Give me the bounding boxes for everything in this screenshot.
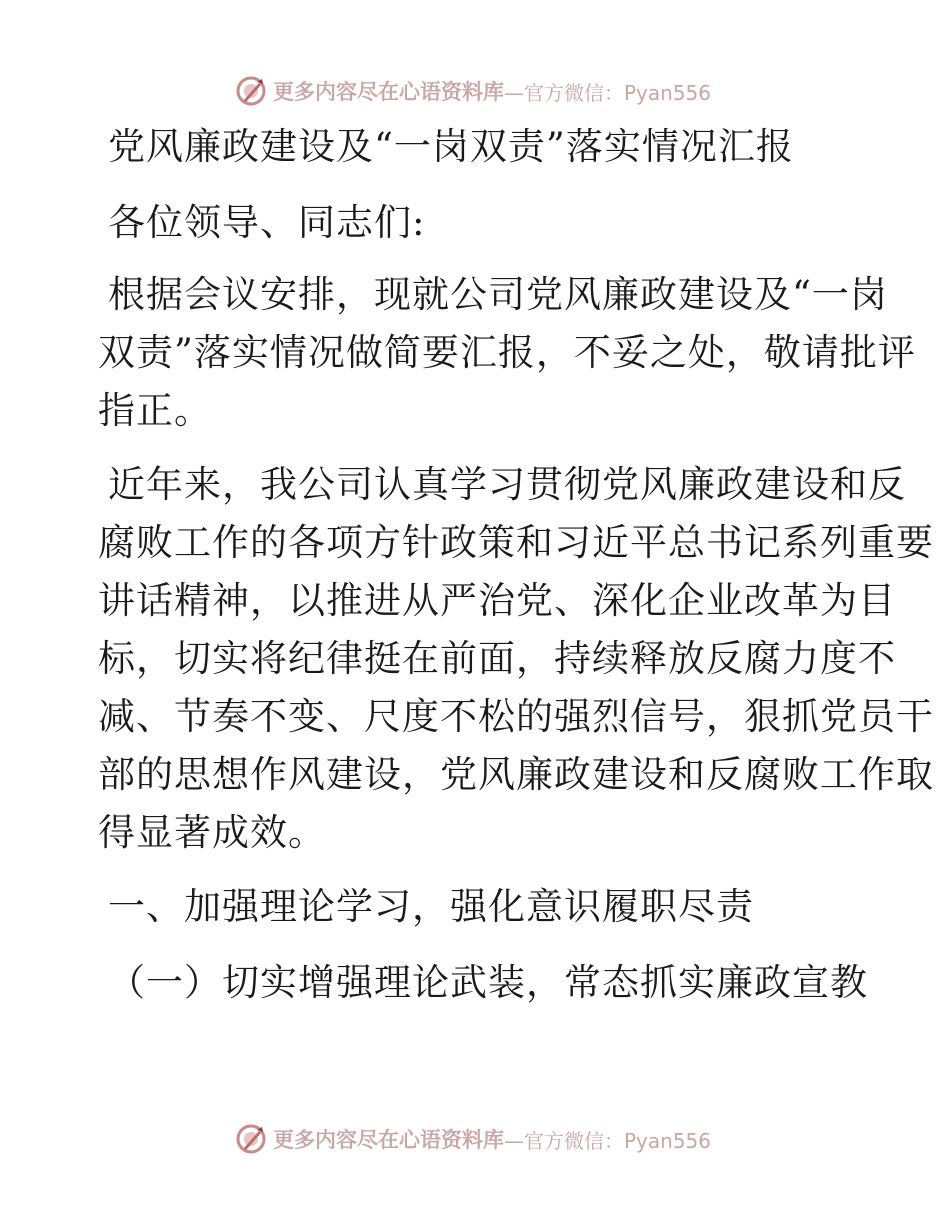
quill-logo-icon [235,75,267,107]
paragraph-1-line-1: 根据会议安排，现就公司党风廉政建设及“一岗 [108,273,888,316]
header-watermark [235,74,711,108]
section-heading-1-1: （一）切实增强理论武装，常态抓实廉政宣教 [108,961,868,1004]
watermark-sub-text: —官方微信：Pyan556 [504,1128,712,1153]
watermark-main-text: 更多内容尽在心语资料库 [273,79,504,104]
document-title: 党风廉政建设及“一岗双责”落实情况汇报 [108,125,794,168]
greeting: 各位领导、同志们: [108,201,426,244]
paragraph-2-line-6: 部的思想作风建设，党风廉政建设和反腐败工作取 [98,753,934,796]
paragraph-1-line-2: 双责”落实情况做简要汇报，不妥之处，敬请批评 [98,331,916,374]
quill-logo-icon [235,1123,267,1155]
paragraph-2-line-5: 减、节奏不变、尺度不松的强烈信号，狠抓党员干 [98,695,934,738]
paragraph-2-line-1: 近年来，我公司认真学习贯彻党风廉政建设和反 [108,463,906,506]
paragraph-2-line-7: 得显著成效。 [98,811,326,854]
paragraph-1-line-3: 指正。 [98,389,212,432]
section-heading-1: 一、加强理论学习，强化意识履职尽责 [108,885,754,928]
paragraph-2-line-2: 腐败工作的各项方针政策和习近平总书记系列重要 [98,521,934,564]
paragraph-2-line-4: 标，切实将纪律挺在前面，持续释放反腐力度不 [98,637,896,680]
watermark-sub-text: —官方微信：Pyan556 [504,80,712,105]
paragraph-2-line-3: 讲话精神，以推进从严治党、深化企业改革为目 [98,579,896,622]
watermark-main-text: 更多内容尽在心语资料库 [273,1127,504,1152]
footer-watermark [235,1122,711,1156]
